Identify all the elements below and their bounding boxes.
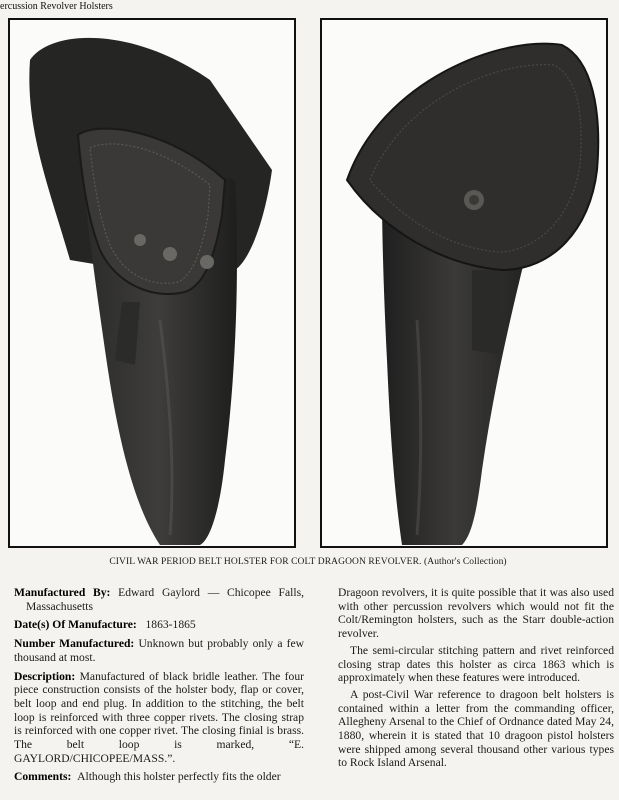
comments-label: Comments: (14, 770, 72, 784)
comments-value: Although this holster perfectly fits the older (77, 770, 281, 784)
running-head: ercussion Revolver Holsters (0, 1, 113, 12)
caption-main: CIVIL WAR PERIOD BELT HOLSTER FOR COLT DRAGOON REVOLVER. (109, 557, 422, 567)
comments-paragraph-2: The semi-circular stitching pattern and rivet reinforced closing strap dates this holster as circa 1863 which is approximately when these features were introduced. (338, 643, 614, 685)
specs-column (14, 586, 304, 789)
comments-entry (14, 770, 304, 784)
comments-continued-column (338, 586, 614, 773)
holster-back-image (322, 20, 606, 546)
description-value: Manufactured of black bridle leather. The four piece construction consists of the holster body, flap or cover, belt loop and end plug. In addition to the stitching, the belt loop is reinforced with three copper rivets. The closing strap is reinforced with one copper rivet. The closing finial is brass. The belt loop is marked, “E. GAYLORD/CHICOPEE/MASS.”. (14, 669, 304, 765)
comments-paragraph-3: A post-Civil War reference to dragoon belt holsters is contained within a letter from the commanding officer, Allegheny Arsenal to the Chief of Ordnance dated May 24, 1880, wherein it is stated that 10 dragoon pistol holsters were shipped among several thousand other various types to Rock Island Arsenal. (338, 687, 614, 770)
description-label: Description: (14, 669, 76, 683)
dates-entry (14, 618, 304, 632)
holster-front-photo (8, 18, 296, 548)
manufactured-by-value: Edward Gaylord — Chicopee Falls, Massachusetts (26, 586, 304, 613)
description-entry (14, 670, 304, 766)
number-value: Unknown but probably only a few thousand at most. (14, 637, 305, 664)
number-label: Number Manufactured: (14, 637, 135, 651)
manufactured-by-label: Manufactured By: (14, 586, 111, 599)
holster-front-image (10, 20, 294, 546)
manufactured-by-entry (14, 586, 304, 613)
caption-credit: (Author's Collection) (423, 557, 507, 567)
number-entry (14, 637, 304, 664)
comments-paragraph-1: Dragoon revolvers, it is quite possible that it was also used with other percussion revolvers which would not fit the Colt/Remington holsters, such as the Starr double-action revolver. (338, 586, 614, 641)
holster-back-photo (320, 18, 608, 548)
figure-caption (8, 557, 608, 567)
dates-label: Date(s) Of Manufacture: (14, 618, 137, 632)
dates-value: 1863-1865 (145, 618, 196, 632)
